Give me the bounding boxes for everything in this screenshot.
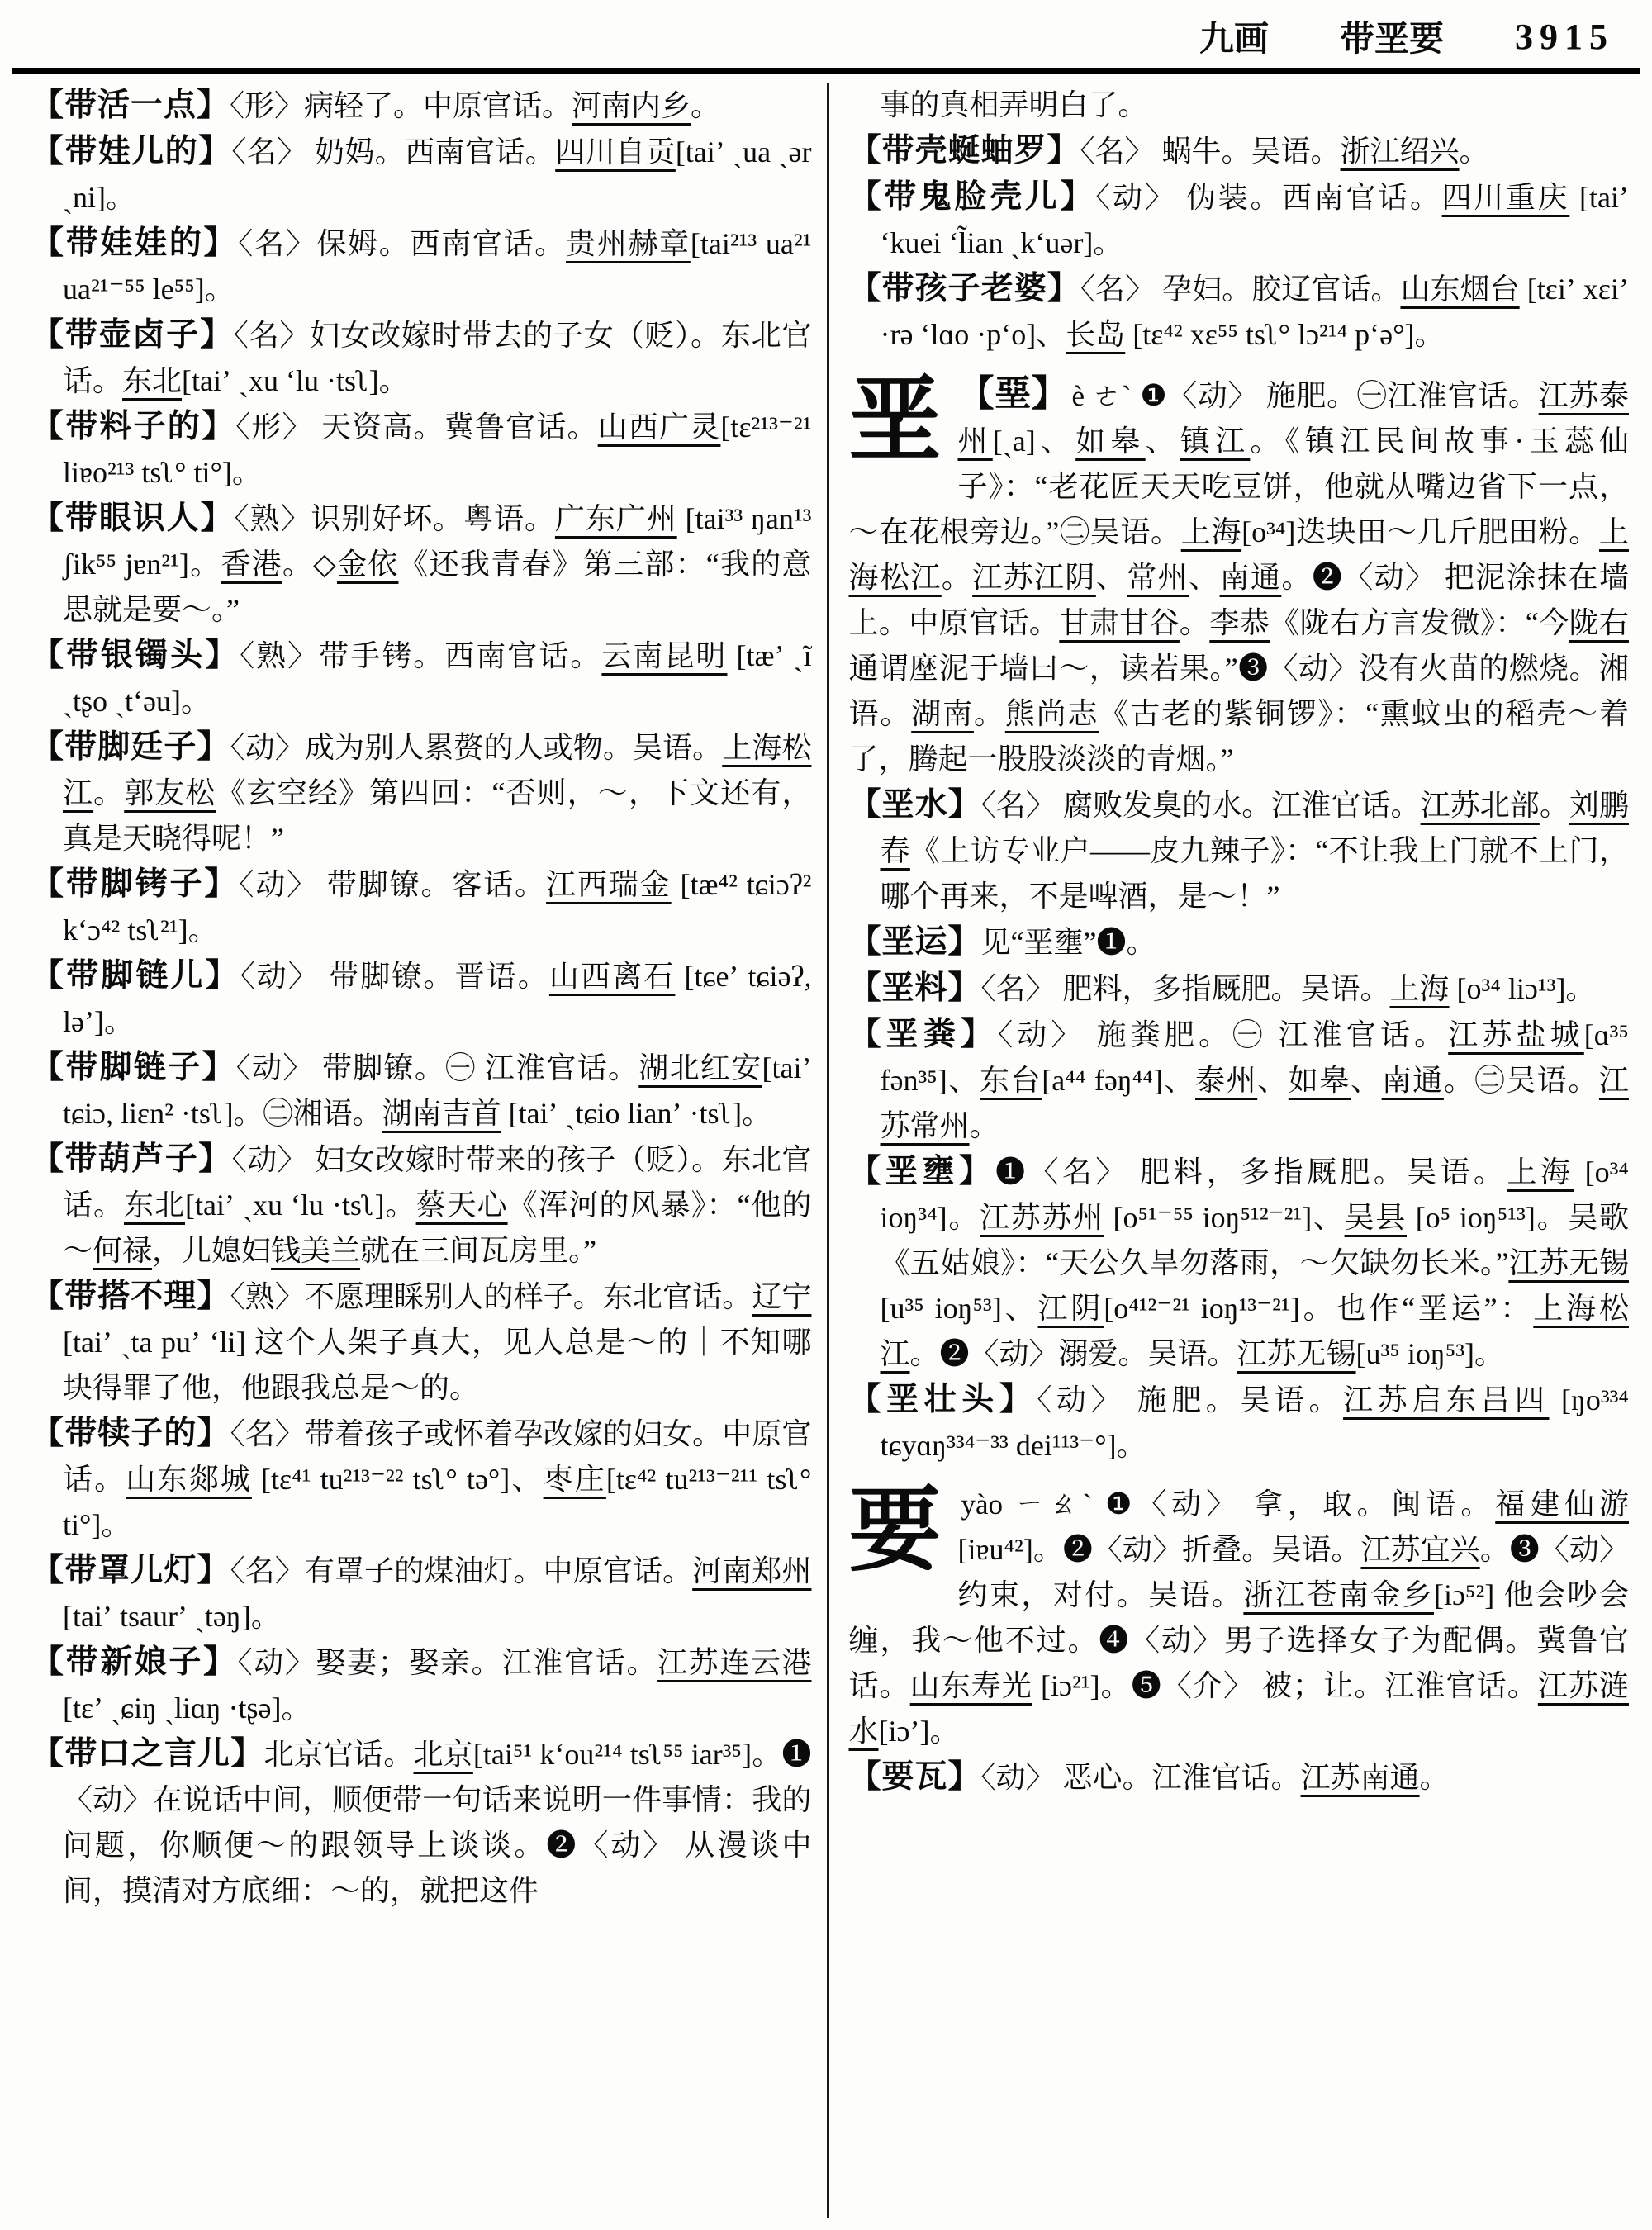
entry-text: [o³⁴]迭块田～几斤肥田粉。: [1241, 515, 1599, 548]
entry-text: [taiʼ tsaurʼ ˏtəŋ]。: [63, 1600, 281, 1633]
entry-text: [tɛ⁴² tu²¹³⁻²¹¹ tsʅ° ti°]。: [63, 1463, 812, 1541]
pronunciation: è ㄜˋ: [1071, 380, 1132, 412]
entry-text: ❶〈名〉 肥料，多指厩肥。吴语。: [995, 1155, 1507, 1189]
entry-text: 。❷〈动〉 把泥涂抹在墙上。中原官话。: [848, 561, 1629, 639]
proper-noun-underlined: 山东郯城: [126, 1463, 252, 1496]
dict-entry: [31, 221, 812, 312]
character-head-entry: [849, 1482, 1630, 1754]
entry-text: [u³⁵ ioŋ⁵³]。: [1355, 1337, 1505, 1370]
proper-noun-underlined: 广东广州: [554, 502, 677, 535]
dict-entry: [31, 129, 812, 221]
entry-text: [tæ⁴² tɕiɔʔ² kʻɔ⁴² tsʅ²¹]。: [63, 868, 812, 947]
entry-text: [taiʼ ˏta puʼ ʻli] 这个人架子真大，见人总是～的｜不知哪块得罪了他，他跟我总是～的。: [63, 1326, 812, 1404]
proper-noun-underlined: 熊尚志: [1004, 697, 1099, 730]
proper-noun-underlined: 江苏涟水: [848, 1669, 1629, 1748]
dict-entry: [31, 1411, 812, 1548]
dict-entry: [849, 266, 1630, 358]
entry-text: [ŋo³³⁴ tɕyɑŋ³³⁴⁻³³ dei¹¹³⁻°]。: [880, 1383, 1629, 1462]
entry-text: 。: [973, 697, 1005, 730]
entry-text: 〈动〉 带脚镣。㊀ 江淮官话。: [235, 1051, 639, 1084]
header-section: 九画: [1199, 21, 1269, 59]
entry-text: [tɕeʼ tɕiəʔ, ləʼ]。: [63, 960, 812, 1038]
proper-noun-underlined: 山西离石: [548, 960, 676, 993]
proper-noun-underlined: 李恭: [1209, 606, 1270, 639]
entry-text: [tɛiʼ xɛiʼ ·rə ʻlɑo ·pʻo]、: [880, 273, 1629, 351]
entry-text: 〈熟〉识别好坏。粤语。: [234, 502, 555, 535]
entry-text: [ˏa]、: [992, 425, 1076, 458]
entry-text: 〈熟〉不愿理睬别人的样子。东北官话。: [230, 1280, 752, 1313]
entry-headword: 【带脚链儿】: [31, 958, 240, 994]
proper-noun-underlined: 山东烟台: [1400, 273, 1520, 306]
entry-text: 〈名〉 肥料，多指厩肥。吴语。: [980, 972, 1390, 1005]
entry-text: [tai²¹³ ua²¹ ua²¹⁻⁵⁵ le⁵⁵]。: [63, 227, 812, 306]
entry-text: 。◇: [282, 548, 337, 581]
entry-text: 〈动〉 妇女改嫁时带来的孩子（贬）。东北官话。: [63, 1143, 812, 1222]
proper-noun-underlined: 四川自贡: [555, 135, 676, 168]
entry-text: 。: [1419, 1761, 1450, 1794]
proper-noun-underlined: 上海松江: [63, 731, 812, 809]
proper-noun-underlined: 江苏无锡: [1237, 1337, 1356, 1370]
entry-headword: 【带脚廷子】: [31, 729, 230, 765]
entry-text: 。: [1539, 789, 1569, 822]
entry-headword: 【带葫芦子】: [31, 1141, 232, 1177]
proper-noun-underlined: 江苏宜兴: [1360, 1533, 1480, 1566]
entry-text: 〈动〉娶妻；娶亲。江淮官话。: [237, 1646, 658, 1679]
entry-text: [ɑ³⁵ fən³⁵]、: [880, 1018, 1629, 1097]
proper-noun-underlined: 湖南吉首: [382, 1097, 501, 1130]
entry-text: 《古老的紫铜锣》：“熏蚊虫的稻壳～着了，腾起一股股淡淡的青烟。”: [848, 697, 1629, 776]
proper-noun-underlined: 江苏无锡: [1508, 1246, 1629, 1279]
proper-noun-underlined: 常州: [1127, 561, 1189, 594]
dict-entry: [849, 919, 1630, 966]
entry-text: 〈动〉 施肥。吴语。: [1037, 1383, 1344, 1416]
entry-text: 、: [1351, 1064, 1382, 1097]
entry-text: 、: [1189, 561, 1220, 594]
entry-text: 〈动〉 伪装。西南官话。: [1095, 181, 1442, 214]
traditional-form: 【堊】: [957, 373, 1069, 414]
dict-entry: [31, 724, 812, 861]
proper-noun-underlined: 江苏北部: [1420, 789, 1540, 822]
proper-noun-underlined: 甘肃甘谷: [1059, 606, 1180, 639]
entry-headword: 【垩粪】: [848, 1017, 999, 1052]
dict-entry: [849, 128, 1630, 174]
proper-noun-underlined: 泰州: [1195, 1064, 1258, 1097]
entry-text: [o³⁴ ioŋ³⁴]。: [880, 1155, 1629, 1234]
proper-noun-underlined: 浙江苍南金乡: [1243, 1578, 1434, 1611]
proper-noun-underlined: 镇江: [1180, 425, 1251, 458]
entry-text: 见“垩壅”❶。: [980, 926, 1156, 959]
entry-text: 。㊁吴语。: [1443, 1064, 1599, 1097]
entry-text: 〈动〉 施粪肥。㊀ 江淮官话。: [998, 1018, 1449, 1051]
proper-noun-underlined: 湖北红安: [638, 1051, 762, 1084]
entry-headword: 【要瓦】: [848, 1759, 981, 1795]
proper-noun-underlined: 江苏南通: [1300, 1761, 1420, 1794]
entry-headword: 【垩运】: [848, 924, 981, 960]
entry-text: 。: [1179, 606, 1210, 639]
entry-text: 、: [1095, 561, 1127, 594]
proper-noun-underlined: 上海: [1389, 972, 1450, 1005]
entry-text: 〈名〉带着孩子或怀着孕改嫁的妇女。中原官话。: [63, 1417, 812, 1496]
left-column: [31, 83, 827, 2218]
entry-text: [o³⁴ liɔ¹³]。: [1449, 972, 1596, 1005]
dict-entry: [31, 861, 812, 953]
proper-noun-underlined: 上海松江: [880, 1292, 1629, 1370]
dict-entry: [849, 1012, 1630, 1149]
proper-noun-underlined: 东北: [124, 1189, 185, 1222]
proper-noun-underlined: 上海松江: [848, 515, 1629, 594]
proper-noun-underlined: 山西广灵: [597, 410, 721, 444]
dict-entry: [849, 782, 1630, 919]
pronunciation: yào ㄧㄠˋ: [961, 1488, 1098, 1521]
proper-noun-underlined: 东北: [122, 364, 183, 397]
entry-text: [iɔʼ]。: [878, 1715, 960, 1748]
proper-noun-underlined: 江苏泰州: [957, 379, 1629, 458]
entry-text: [o⁴¹²⁻²¹ ioŋ¹³⁻²¹]。也作“垩运”：: [1104, 1292, 1534, 1325]
entry-text: 通谓塺泥于墙曰～，读若果。”❸〈动〉没有火苗的燃烧。湘语。: [848, 652, 1629, 730]
entry-text: 〈名〉妇女改嫁时带去的子女（贬）。东北官话。: [63, 319, 812, 397]
entry-text: ❶〈动〉 施肥。㊀江淮官话。: [1140, 379, 1539, 412]
dict-entry: [849, 1377, 1630, 1468]
entry-text: 。❷〈动〉溺爱。吴语。: [909, 1337, 1237, 1370]
proper-noun-underlined: 北京: [413, 1738, 473, 1771]
entry-text: [iɔ²¹]。❺〈介〉 被；让。江淮官话。: [1032, 1669, 1538, 1702]
proper-noun-underlined: 如皋: [1288, 1064, 1351, 1097]
entry-text: 。: [941, 561, 973, 594]
dict-entry: [31, 83, 812, 129]
entry-text: 。: [969, 1109, 999, 1142]
entry-headword: 【带罩儿灯】: [31, 1553, 230, 1588]
proper-noun-underlined: 郭友松: [124, 776, 216, 809]
proper-noun-underlined: 何禄: [93, 1234, 153, 1267]
proper-noun-underlined: 江阴: [1037, 1292, 1104, 1325]
proper-noun-underlined: 南通: [1381, 1064, 1444, 1097]
dict-entry: [31, 1136, 812, 1274]
entry-headword: 【垩壅】: [848, 1154, 996, 1189]
entry-text: [o⁵ ioŋ⁵¹³]。吴歌《五姑娘》：“天公久旱勿落雨，～欠缺勿长米。”: [880, 1201, 1629, 1279]
proper-noun-underlined: 江苏苏州: [980, 1201, 1104, 1234]
entry-headword: 【垩料】: [848, 970, 981, 1006]
entry-text: 《玄空经》第四回：“否则，～，下文还有，真是天晓得呢！”: [63, 776, 812, 855]
entry-text: 《还我青春》第三部：“我的意思就是要～。”: [63, 548, 812, 626]
character-head-entry: [849, 371, 1630, 782]
dict-entry: [31, 496, 812, 633]
entry-text: [taiʼ ˏxu ʻlu ·tsʅ]。: [182, 364, 409, 397]
entry-text: [tɛ²¹³⁻²¹ liɐo²¹³ tsʅ° ti°]。: [63, 410, 812, 489]
proper-noun-underlined: 浙江绍兴: [1340, 135, 1460, 168]
proper-noun-underlined: 云南昆明: [601, 639, 728, 672]
entry-headword: 【带壶卤子】: [31, 317, 234, 353]
entry-headword: 【带脚铐子】: [31, 866, 240, 902]
header-rule: [12, 68, 1640, 74]
entry-text: [u³⁵ ioŋ⁵³]、: [880, 1292, 1038, 1325]
entry-text: 北京官话。: [263, 1738, 414, 1771]
entry-text: [taiʼ ˏtɕio lianʼ ·tsʅ]。: [501, 1097, 772, 1130]
entry-headword: 【带口之言儿】: [31, 1736, 264, 1772]
entry-text: [tai⁵¹ kʻou²¹⁴ tsʅ⁵⁵ iar³⁵]。❶〈动〉在说话中间，顺便带一句话来说明一件事情：我的问题，你顺便～的跟领导上谈谈。❷〈动〉 从漫谈中间，摸清对方底细：～的，就把这件: [63, 1738, 812, 1907]
entry-text: [tɛ⁴² xɛ⁵⁵ tsʅ° lɔ²¹⁴ pʻə°]。: [1125, 318, 1445, 351]
proper-noun-underlined: 福建仙游: [1495, 1487, 1629, 1521]
head-character: 垩: [848, 369, 942, 472]
dict-entry: [31, 1274, 812, 1411]
entry-text: [a⁴⁴ fəŋ⁴⁴]、: [1042, 1064, 1195, 1097]
entry-text: 。: [1459, 135, 1489, 168]
proper-noun-underlined: 金依: [336, 548, 399, 581]
entry-text: 。: [93, 776, 125, 809]
dict-entry: [31, 1639, 812, 1731]
proper-noun-underlined: 上海: [1180, 515, 1242, 548]
proper-noun-underlined: 河南郑州: [692, 1554, 812, 1587]
proper-noun-underlined: 辽宁: [752, 1280, 812, 1313]
proper-noun-underlined: 如皋: [1075, 425, 1146, 458]
entry-text: ，儿媳妇: [152, 1234, 272, 1267]
proper-noun-underlined: 江苏江阴: [972, 561, 1096, 594]
entry-headword: 【带眼识人】: [31, 501, 235, 536]
page-number: 3915: [1515, 16, 1614, 57]
entry-headword: 【带壳蜒蚰罗】: [848, 133, 1080, 168]
proper-noun-underlined: 江西瑞金: [546, 868, 672, 901]
proper-noun-underlined: 长岛: [1066, 318, 1126, 351]
dict-entry: [849, 966, 1630, 1012]
entry-headword: 【带银镯头】: [31, 638, 240, 673]
entry-text: 〈动〉 带脚镣。客话。: [239, 868, 547, 901]
entry-text: 〈动〉 恶心。江淮官话。: [980, 1761, 1301, 1794]
header-entry-range: 带垩要: [1339, 21, 1444, 59]
entry-text: 〈名〉 蜗牛。吴语。: [1080, 135, 1341, 168]
entry-text: 《上访专业户——皮九辣子》：“不让我上门就不上门，哪个再来，不是啤酒，是～！”: [880, 834, 1629, 913]
dict-entry: [31, 633, 812, 724]
entry-text: 。❸〈动〉约束，对付。吴语。: [957, 1533, 1629, 1611]
entry-text: 〈动〉成为别人累赘的人或物。吴语。: [230, 731, 723, 764]
dict-entry: [31, 1731, 812, 1914]
text-columns: [31, 83, 1629, 2218]
entry-text: 事的真相弄明白了。: [880, 88, 1148, 121]
proper-noun-underlined: 河南内乡: [572, 89, 691, 122]
dict-entry: [31, 1548, 812, 1639]
entry-headword: 【垩水】: [848, 787, 981, 823]
entry-headword: 【带活一点】: [31, 88, 230, 123]
entry-text: [taiʼ ʻkuei ʻl̃ian ˏkʻuər]。: [880, 181, 1629, 259]
proper-noun-underlined: 吴县: [1344, 1201, 1407, 1234]
entry-text: [iɔ⁵²] 他会吵会缠，我～他不过。❹〈动〉男子选择女子为配偶。冀鲁官话。: [848, 1578, 1629, 1702]
proper-noun-underlined: 山东寿光: [909, 1669, 1032, 1702]
entry-headword: 【带孩子老婆】: [848, 271, 1080, 306]
entry-text: 《陇右方言发微》：“今: [1270, 606, 1569, 639]
proper-noun-underlined: 陇右: [1569, 606, 1629, 639]
entry-text: ❶〈动〉 拿，取。闽语。: [1105, 1487, 1496, 1521]
proper-noun-underlined: 江苏盐城: [1448, 1018, 1584, 1051]
proper-noun-underlined: 湖南: [911, 697, 974, 730]
proper-noun-underlined: 上海: [1507, 1155, 1574, 1189]
dict-entry: [31, 1045, 812, 1136]
entry-headword: 【带料子的】: [31, 409, 236, 444]
proper-noun-underlined: 贵州赫章: [566, 227, 691, 260]
entry-text: [tæʼ ˏĩ ˏtʂo ˏtʻəu]。: [63, 639, 812, 718]
entry-text: [taiʼ ˏua ˏər ˏni]。: [63, 135, 812, 214]
proper-noun-underlined: 江苏连云港: [657, 1646, 812, 1679]
proper-noun-underlined: 枣庄: [543, 1463, 606, 1496]
entry-text: 、: [1257, 1064, 1289, 1097]
page-header: [33, 10, 1614, 63]
dict-entry: [31, 404, 812, 496]
head-character: 要: [848, 1480, 942, 1582]
entry-text: [taiʼ ˏxu ʻlu ·tsʅ]。: [185, 1189, 416, 1222]
entry-text: 〈名〉 奶妈。西南官话。: [231, 135, 556, 168]
entry-text: [iɐu⁴²]。❷〈动〉折叠。吴语。: [957, 1533, 1361, 1566]
proper-noun-underlined: 钱美兰: [271, 1234, 361, 1267]
entry-headword: 【带搭不理】: [31, 1279, 230, 1314]
entry-text: [o⁵¹⁻⁵⁵ ioŋ⁵¹²⁻²¹]、: [1104, 1201, 1345, 1234]
entry-headword: 【带娃娃的】: [31, 225, 239, 261]
entry-text: [tɛʼ ˏɕiŋ ˏliɑŋ ·tʂə]。: [63, 1691, 311, 1725]
entry-text: 〈名〉 腐败发臭的水。江淮官话。: [980, 789, 1421, 822]
entry-text: 〈形〉 天资高。冀鲁官话。: [235, 410, 598, 444]
entry-text: 〈名〉保姆。西南官话。: [238, 227, 567, 260]
right-column: [827, 83, 1630, 2218]
proper-noun-underlined: 刘鹏春: [880, 789, 1629, 867]
entry-text: 《浑河的风暴》：“他的～: [63, 1189, 812, 1267]
entry-text: 。《镇江民间故事·玉蕊仙子》：“老花匠天天吃豆饼，他就从嘴边省下一点，～在花根旁边。”㊁吴语。: [848, 425, 1629, 548]
entry-text: [tɛ⁴¹ tu²¹³⁻²² tsʅ° tə°]、: [251, 1463, 544, 1496]
entry-text: 〈动〉 带脚镣。晋语。: [240, 960, 549, 993]
proper-noun-underlined: 东台: [980, 1064, 1042, 1097]
entry-headword: 【带新娘子】: [31, 1644, 238, 1680]
dict-entry: [31, 953, 812, 1045]
proper-noun-underlined: 香港: [221, 548, 282, 581]
entry-text: 〈形〉病轻了。中原官话。: [230, 89, 572, 122]
entry-text: 〈熟〉带手铐。西南官话。: [240, 639, 602, 672]
dict-entry: [849, 1754, 1630, 1801]
entry-text: [taiʼ tɕiɔ, liɛn² ·tsʅ]。㊁湘语。: [63, 1051, 812, 1130]
entry-headword: 【带鬼脸壳儿】: [848, 179, 1096, 215]
entry-text: 就在三间瓦房里。”: [360, 1234, 597, 1267]
proper-noun-underlined: 南通: [1219, 561, 1282, 594]
entry-text: 〈名〉 孕妇。胶辽官话。: [1080, 273, 1401, 306]
entry-text: 、: [1145, 425, 1180, 458]
dict-entry: [31, 312, 812, 404]
proper-noun-underlined: 江苏常州: [880, 1064, 1629, 1142]
entry-headword: 【带犊子的】: [31, 1416, 230, 1451]
dict-entry: [849, 1149, 1630, 1377]
entry-headword: 【带娃儿的】: [31, 134, 232, 169]
proper-noun-underlined: 蔡天心: [415, 1189, 508, 1222]
proper-noun-underlined: 四川重庆: [1441, 181, 1570, 214]
entry-headword: 【垩壮头】: [848, 1382, 1037, 1417]
proper-noun-underlined: 江苏启东吕四: [1343, 1383, 1550, 1416]
entry-text: 〈名〉有罩子的煤油灯。中原官话。: [230, 1554, 693, 1587]
dict-entry: [849, 174, 1630, 266]
entry-headword: 【带脚链子】: [31, 1050, 236, 1085]
entry-text: [tai³³ ŋan¹³ ʃik⁵⁵ jɐn²¹]。: [63, 502, 812, 581]
continuation-paragraph: [849, 83, 1630, 128]
entry-text: 。: [691, 89, 721, 122]
